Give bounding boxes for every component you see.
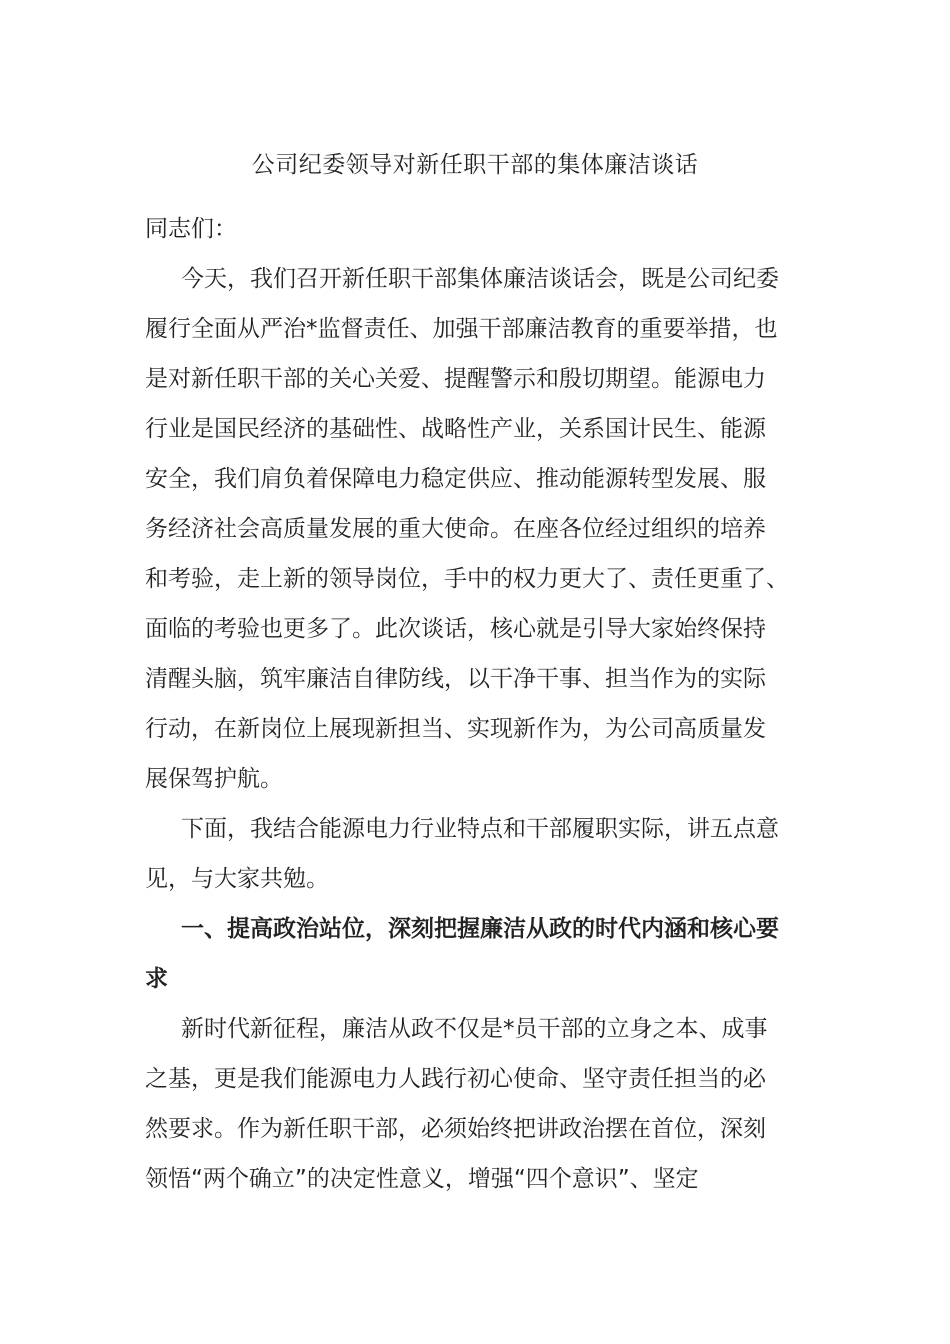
text-line: 新时代新征程，廉洁从政不仅是*员干部的立身之本、成事: [181, 1016, 768, 1042]
paragraph-intro: [145, 254, 810, 804]
text-line: 清醒头脑，筑牢廉洁自律防线，以干净干事、担当作为的实际: [145, 666, 766, 692]
section-heading-1: [145, 904, 810, 1004]
text-line: 领悟“两个确立”的决定性意义，增强“四个意识”、坚定: [145, 1166, 699, 1192]
text-line: 和考验，走上新的领导岗位，手中的权力更大了、责任更重了、: [145, 566, 789, 592]
text-line: 见，与大家共勉。: [145, 866, 329, 892]
paragraph-outline: [145, 804, 810, 904]
text-line: 行动，在新岗位上展现新担当、实现新作为，为公司高质量发: [145, 716, 766, 742]
text-line: 今天，我们召开新任职干部集体廉洁谈话会，既是公司纪委: [181, 266, 779, 292]
text-line: 务经济社会高质量发展的重大使命。在座各位经过组织的培养: [145, 516, 766, 542]
text-line: 面临的考验也更多了。此次谈话，核心就是引导大家始终保持: [145, 616, 766, 642]
salutation: 同志们：: [145, 216, 237, 242]
paragraph-section-1: [145, 1004, 810, 1204]
heading-line: 求: [145, 966, 168, 992]
text-line: 下面，我结合能源电力行业特点和干部履职实际，讲五点意: [181, 816, 779, 842]
text-line: 然要求。作为新任职干部，必须始终把讲政治摆在首位，深刻: [145, 1116, 766, 1142]
document-title: 公司纪委领导对新任职干部的集体廉洁谈话: [251, 152, 699, 178]
heading-line: 一、提高政治站位，深刻把握廉洁从政的时代内涵和核心要: [181, 916, 779, 942]
text-line: 之基，更是我们能源电力人践行初心使命、坚守责任担当的必: [145, 1066, 766, 1092]
text-line: 履行全面从严治*监督责任、加强干部廉洁教育的重要举措，也: [145, 316, 778, 342]
text-line: 安全，我们肩负着保障电力稳定供应、推动能源转型发展、服: [145, 466, 766, 492]
text-line: 展保驾护航。: [145, 766, 283, 792]
text-line: 是对新任职干部的关心关爱、提醒警示和殷切期望。能源电力: [145, 366, 766, 392]
text-line: 行业是国民经济的基础性、战略性产业，关系国计民生、能源: [145, 416, 766, 442]
